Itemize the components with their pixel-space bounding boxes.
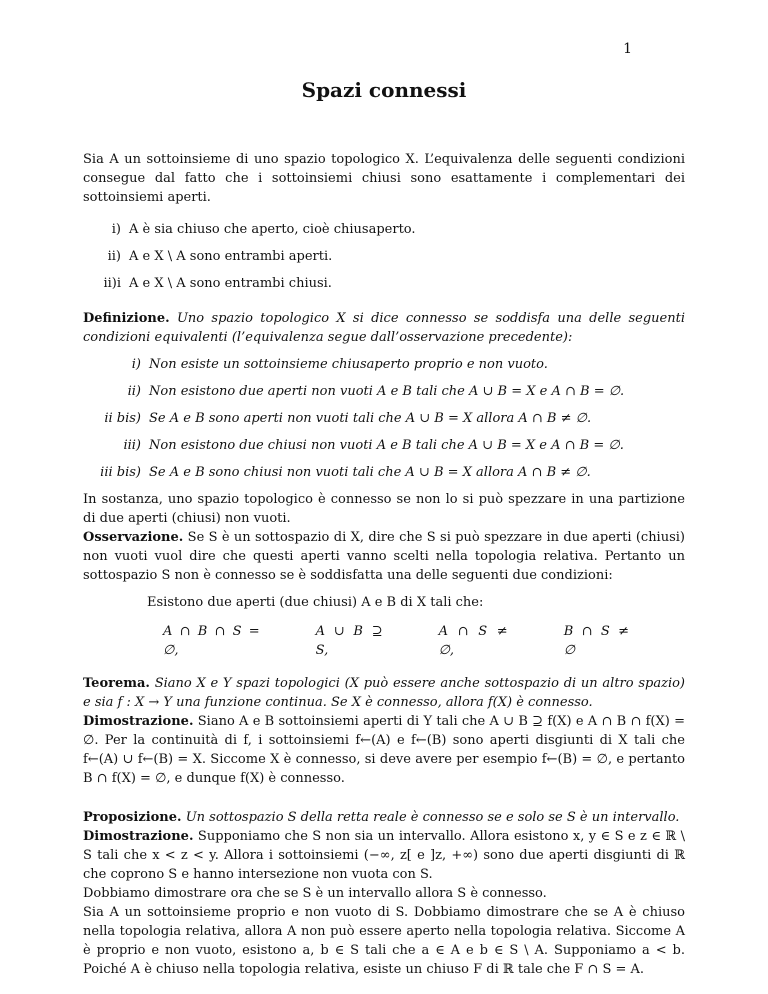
page-number: 1 (623, 41, 632, 57)
text-paragraph: Sia A un sottoinsieme proprio e non vuoto di S. Dobbiamo dimostrare che se A è chiuso nella topologia relativa, allora A non può essere aperto nella topologia relativa. Siccome A è proprio e non vuoto, esistono a, b ∈ S tali che a ∈ A e b ∈ S \ A. Supponiamo a < b. Poiché A è chiuso nella topologia relativa, esiste un chiuso F di ℝ tale che F ∩ S = A. (83, 905, 685, 977)
list-item-text: Non esiste un sottoinsieme chiusaperto proprio e non vuoto. (149, 357, 548, 372)
definition-text: Uno spazio topologico X si dice connesso se soddisfa una delle seguenti condizioni equivalenti (l’equivalenza segue dall’osservazione precedente): (83, 311, 685, 345)
proposition-text: Un sottospazio S della retta reale è connesso se e solo se S è un intervallo. (185, 810, 680, 825)
condition-formula: B ∩ S ≠ ∅ (563, 624, 629, 658)
list-item-label: i) (131, 357, 141, 372)
condition-formula: A ∩ B ∩ S = ∅, (163, 624, 260, 658)
list-item-text: Non esistono due aperti non vuoti A e B tali che A ∪ B = X e A ∩ B = ∅. (149, 384, 625, 399)
proof-paragraph (83, 827, 685, 884)
summary-paragraph: In sostanza, uno spazio topologico è connesso se non lo si può spezzare in una partizione di due aperti (chiusi) non vuoti. (83, 492, 685, 526)
definition-paragraph (83, 309, 685, 347)
list-item (65, 463, 685, 482)
definition-heading: Definizione. (83, 311, 170, 326)
list-item-label: i) (111, 222, 121, 237)
proof-heading: Dimostrazione. (83, 714, 194, 729)
list-item-label: ii) (127, 384, 141, 399)
condition-formulas (83, 622, 685, 660)
theorem-paragraph (83, 674, 685, 712)
condition-formula: A ∪ B ⊇ S, (315, 624, 383, 658)
theorem-heading: Teorema. (83, 676, 150, 691)
list-item (65, 409, 685, 428)
list-item (65, 436, 685, 455)
document-body (83, 150, 685, 979)
proposition-heading: Proposizione. (83, 810, 182, 825)
proposition-paragraph (83, 808, 685, 827)
list-item-label: iii bis) (100, 465, 141, 480)
list-item-text: Non esistono due chiusi non vuoti A e B tali che A ∪ B = X e A ∩ B = ∅. (149, 438, 624, 453)
proof-paragraph (83, 712, 685, 788)
list-item-label: ii)i (103, 276, 121, 291)
theorem-text: Siano X e Y spazi topologici (X può essere anche sottospazio di un altro spazio) e sia f : X → Y una funzione continua. Se X è connesso, allora f(X) è connesso. (83, 676, 685, 710)
list-item (91, 247, 685, 266)
condition-formula: A ∩ S ≠ ∅, (438, 624, 508, 658)
list-item-label: iii) (123, 438, 141, 453)
list-item (65, 382, 685, 401)
observation-text: Se S è un sottospazio di X, dire che S si può spezzare in due aperti (chiusi) non vuoti vuol dire che questi aperti vanno scelti nella topologia relativa. Pertanto un sottospazio S non è connesso se è soddisfatta una delle seguenti due condizioni: (83, 530, 685, 583)
equivalence-list (83, 220, 685, 293)
observation-paragraph (83, 528, 685, 585)
proof-text: Supponiamo che S non sia un intervallo. Allora esistono x, y ∈ S e z ∈ ℝ \ S tali che x < z < y. Allora i sottoinsiemi (−∞, z[ e ]z, +∞) sono due aperti disgiunti di ℝ che coprono S e hanno intersezione non vuota con S. (83, 829, 685, 882)
definition-conditions (65, 355, 685, 482)
list-item-text: Se A e B sono chiusi non vuoti tali che A ∪ B = X allora A ∩ B ≠ ∅. (149, 465, 591, 480)
list-item-text: A e X \ A sono entrambi aperti. (129, 249, 333, 264)
proof-text: Siano A e B sottoinsiemi aperti di Y tali che A ∪ B ⊇ f(X) e A ∩ B ∩ f(X) = ∅. Per la continuità di f, i sottoinsiemi f←(A) e f←(B) sono aperti disgiunti di X tali che f←(A) ∪ f←(B) = X. Siccome X è connesso, si deve avere per esempio f←(B) = ∅, e pertanto B ∩ f(X) = ∅, e dunque f(X) è connesso. (83, 714, 685, 786)
text-paragraph: Dobbiamo dimostrare ora che se S è un intervallo allora S è connesso. (83, 886, 547, 901)
list-item-text: A e X \ A sono entrambi chiusi. (129, 276, 332, 291)
list-item-label: ii) (107, 249, 121, 264)
condition-line: Esistono due aperti (due chiusi) A e B di X tali che: (147, 595, 484, 610)
intro-paragraph: Sia A un sottoinsieme di uno spazio topologico X. L’equivalenza delle seguenti condizioni consegue dal fatto che i sottoinsiemi chiusi sono esattamente i complementari dei sottoinsiemi aperti. (83, 152, 685, 205)
observation-heading: Osservazione. (83, 530, 184, 545)
list-item-text: Se A e B sono aperti non vuoti tali che A ∪ B = X allora A ∩ B ≠ ∅. (149, 411, 592, 426)
proof-heading: Dimostrazione. (83, 829, 194, 844)
list-item-text: A è sia chiuso che aperto, cioè chiusaperto. (129, 222, 416, 237)
list-item (91, 220, 685, 239)
list-item-label: ii bis) (104, 411, 141, 426)
page-title: Spazi connessi (301, 78, 467, 102)
list-item (91, 274, 685, 293)
list-item (65, 355, 685, 374)
